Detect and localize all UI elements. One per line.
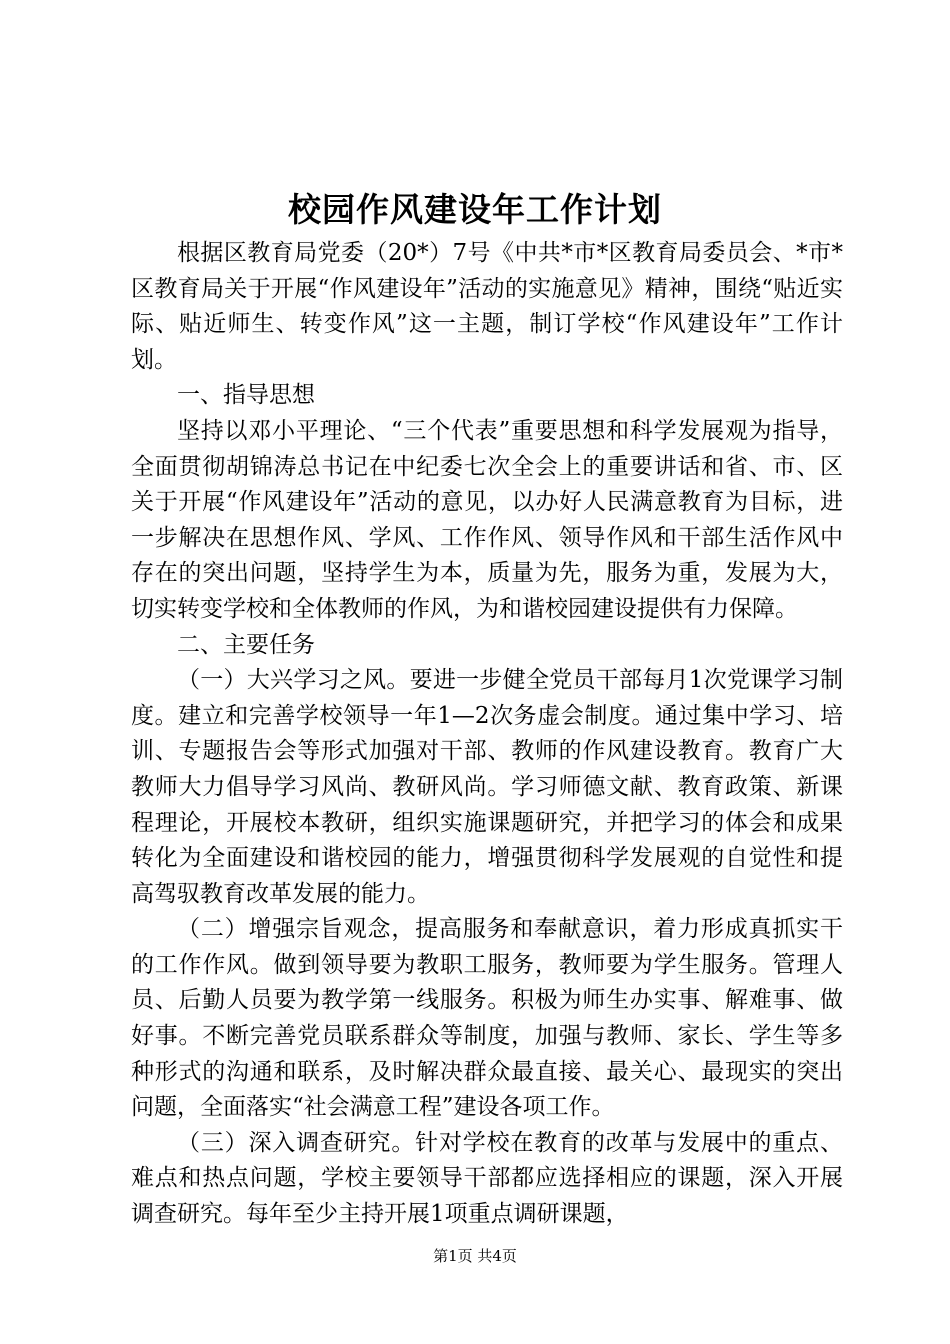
document-title: 校园作风建设年工作计划 xyxy=(288,190,662,229)
intro-paragraph: 根据区教育局党委（20*）7号《中共*市*区教育局委员会、*市*区教育局关于开展“作风建设年”活动的实施意见》精神，围绕“贴近实际、贴近师生、转变作风”这一主题，制订学校“作风建设年”工作计划。 xyxy=(131,240,843,373)
task-2-paragraph: （二）增强宗旨观念，提高服务和奉献意识，着力形成真抓实干的工作作风。做到领导要为教职工服务，教师要为学生服务。管理人员、后勤人员要为教学第一线服务。积极为师生办实事、解难事、做好事。不断完善党员联系群众等制度，加强与教师、家长、学生等多种形式的沟通和联系，及时解决群众最直接、最关心、最现实的突出问题，全面落实“社会满意工程”建设各项工作。 xyxy=(131,916,843,1121)
task-1-paragraph: （一）大兴学习之风。要进一步健全党员干部每月1次党课学习制度。建立和完善学校领导一年1—2次务虚会制度。通过集中学习、培训、专题报告会等形式加强对干部、教师的作风建设教育。教育广大教师大力倡导学习风尚、教研风尚。学习师德文献、教育政策、新课程理论，开展校本教研，组织实施课题研究，并把学习的体会和成果转化为全面建设和谐校园的能力，增强贯彻科学发展观的自觉性和提高驾驭教育改革发展的能力。 xyxy=(131,667,843,907)
section-heading-main-tasks: 二、主要任务 xyxy=(177,631,315,658)
task-3-paragraph: （三）深入调查研究。针对学校在教育的改革与发展中的重点、难点和热点问题，学校主要领导干部都应选择相应的课题，深入开展调查研究。每年至少主持开展1项重点调研课题， xyxy=(131,1129,843,1228)
guiding-ideology-paragraph: 坚持以邓小平理论、“三个代表”重要思想和科学发展观为指导，全面贯彻胡锦涛总书记在中纪委七次全会上的重要讲话和省、市、区关于开展“作风建设年”活动的意见，以办好人民满意教育为目标，进一步解决在思想作风、学风、工作作风、领导作风和干部生活作风中存在的突出问题，坚持学生为本，质量为先，服务为重，发展为大，切实转变学校和全体教师的作风，为和谐校园建设提供有力保障。 xyxy=(131,417,843,622)
document-body xyxy=(131,236,843,1233)
page-number-footer: 第1页 共4页 xyxy=(433,1247,517,1265)
section-heading-guiding-ideology: 一、指导思想 xyxy=(177,382,315,409)
